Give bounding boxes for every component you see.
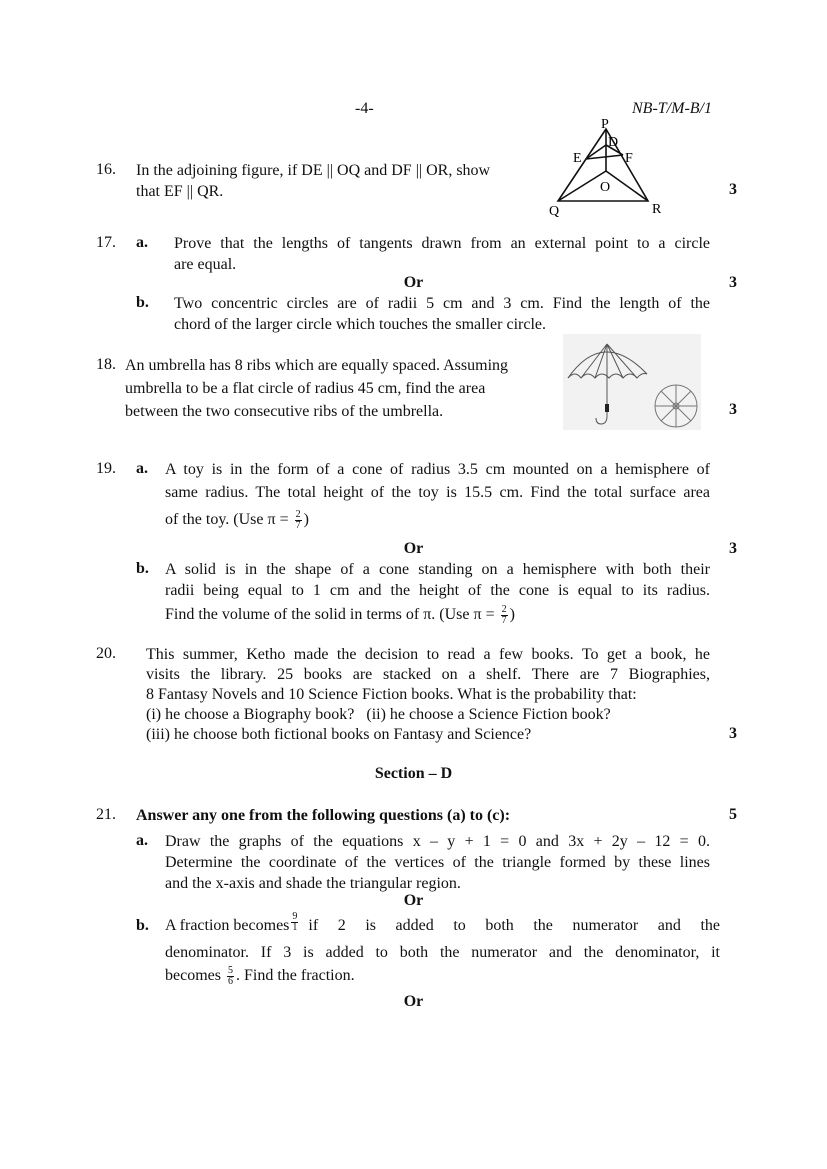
- q21-instruction: Answer any one from the following questions (a) to (c):: [136, 807, 511, 824]
- q16-marks: 3: [729, 181, 737, 198]
- q19-b-line3: Find the volume of the solid in terms of π. (Use π = $\frac{2}{7}$ ): [165, 603, 515, 626]
- q21-a-line3: and the x-axis and shade the triangular region.: [165, 875, 461, 892]
- q19-b-line1: A solid is in the shape of a cone standing on a hemisphere with both their: [165, 561, 710, 578]
- q17-a-label: a.: [136, 234, 148, 251]
- label-r: R: [652, 202, 662, 217]
- fraction-5-6: $\frac{5}{6}$: [227, 964, 233, 987]
- q17-b-label: b.: [136, 294, 149, 311]
- label-p: P: [601, 117, 609, 132]
- q19-b-line2: radii being equal to 1 cm and the height of the cone is equal to its radius.: [165, 582, 710, 599]
- q20-number: 20.: [96, 645, 116, 662]
- page-number: -4-: [355, 100, 374, 117]
- label-e: E: [573, 151, 582, 166]
- umbrella-top-view: [655, 385, 697, 427]
- q17-a-line2: are equal.: [174, 256, 237, 273]
- label-o: O: [600, 180, 611, 195]
- q20-line4: (i) he choose a Biography book? (ii) he choose a Science Fiction book?: [146, 706, 611, 723]
- section-d-title: Section – D: [374, 765, 453, 782]
- q16-line2: that EF || QR.: [136, 183, 224, 200]
- q21-number: 21.: [96, 806, 116, 823]
- q21-a-line1: Draw the graphs of the equations x – y + 1 = 0 and 3x + 2y – 12 = 0.: [165, 833, 710, 850]
- q21-or-1: Or: [403, 892, 424, 909]
- line-or: [606, 171, 648, 201]
- q18-line2: umbrella to be a flat circle of radius 45 cm, find the area: [125, 380, 486, 397]
- q17-or: Or: [403, 274, 424, 291]
- q17-a-line1: Prove that the lengths of tangents drawn from an external point to a circle: [174, 235, 710, 252]
- q20-line1: This summer, Ketho made the decision to read a few books. To get a book, he: [146, 646, 710, 663]
- q18-line3: between the two consecutive ribs of the umbrella.: [125, 403, 444, 420]
- q21-b-line2: denominator. If 3 is added to both the numerator and the denominator, it: [165, 944, 720, 961]
- q20-line5: (iii) he choose both fictional books on Fantasy and Science?: [146, 726, 532, 743]
- q21-b-line3: becomes $\frac{5}{6}$ . Find the fraction.: [165, 964, 355, 987]
- q18-number: 18.: [96, 356, 116, 373]
- umbrella-figure: [563, 334, 701, 430]
- q20-marks: 3: [729, 725, 737, 742]
- q20-line2: visits the library. 25 books are stacked on a shelf. There are 7 Biographies,: [146, 666, 710, 683]
- fraction-22-7: $\frac{2}{7}$: [295, 508, 301, 531]
- q19-or: Or: [403, 540, 424, 557]
- q19-a-line1: A toy is in the form of a cone of radius 3.5 cm mounted on a hemisphere of: [165, 461, 710, 478]
- q19-marks: 3: [729, 540, 737, 557]
- q21-marks: 5: [729, 806, 737, 823]
- q17-marks: 3: [729, 274, 737, 291]
- label-d: D: [608, 135, 619, 150]
- triangle-figure: [540, 115, 670, 220]
- paper-code: NB-T/M-B/1: [632, 100, 712, 117]
- q19-a-label: a.: [136, 460, 148, 477]
- q20-line3: 8 Fantasy Novels and 10 Science Fiction books. What is the probability that:: [146, 686, 637, 703]
- q16-line1: In the adjoining figure, if DE || OQ and DF || OR, show: [136, 162, 491, 179]
- q17-b-line1: Two concentric circles are of radii 5 cm and 3 cm. Find the length of the: [174, 295, 710, 312]
- line-oq: [558, 171, 606, 201]
- q21-or-2: Or: [403, 993, 424, 1010]
- fraction-9-1: $\frac{9}{1}$: [292, 911, 298, 933]
- q19-b-label: b.: [136, 560, 149, 577]
- q19-a-line3: of the toy. (Use π = $\frac{2}{7}$ ): [165, 508, 309, 531]
- q21-b-line1: A fraction becomes $\frac{9}{1}$ if 2 is added to both the numerator and the: [165, 912, 720, 940]
- fraction-22-7: $\frac{2}{7}$: [501, 603, 507, 626]
- q21-b-label: b.: [136, 917, 149, 934]
- q21-a-label: a.: [136, 832, 148, 849]
- q19-number: 19.: [96, 460, 116, 477]
- label-q: Q: [549, 204, 560, 219]
- q18-marks: 3: [729, 401, 737, 418]
- q17-b-line2: chord of the larger circle which touches the smaller circle.: [174, 316, 546, 333]
- q19-a-line2: same radius. The total height of the toy is 15.5 cm. Find the total surface area: [165, 484, 710, 501]
- q18-line1: An umbrella has 8 ribs which are equally spaced. Assuming: [125, 357, 509, 374]
- q16-number: 16.: [96, 161, 116, 178]
- label-f: F: [625, 151, 633, 166]
- q17-number: 17.: [96, 234, 116, 251]
- q21-a-line2: Determine the coordinate of the vertices of the triangle formed by these lines: [165, 854, 710, 871]
